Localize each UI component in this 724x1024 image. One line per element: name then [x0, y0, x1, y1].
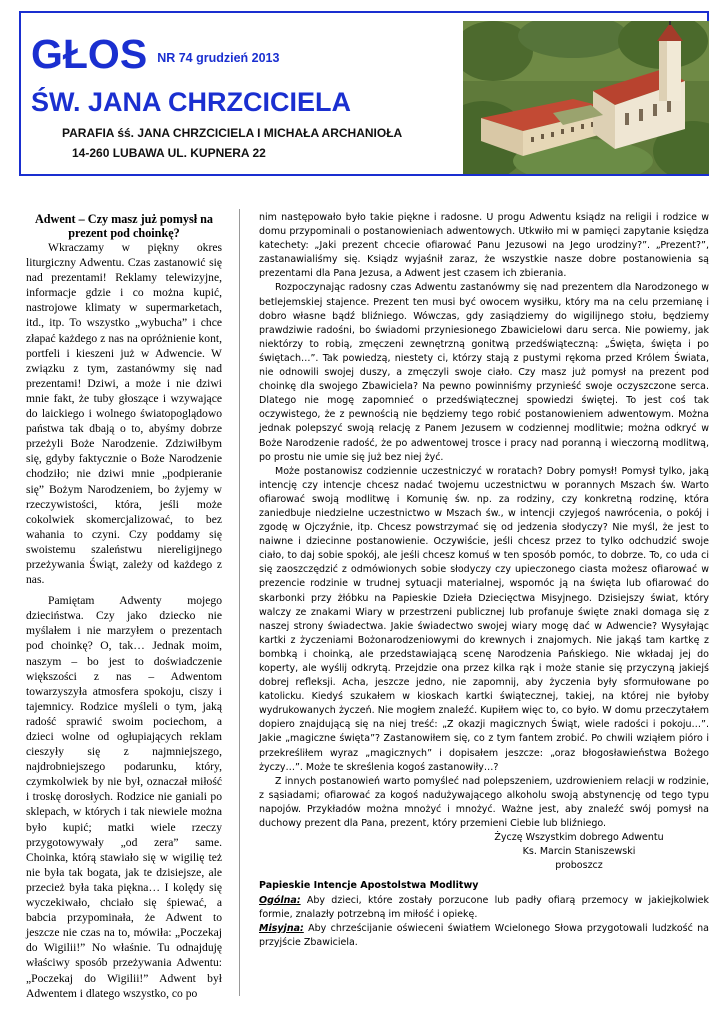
article-paragraph: Może postanowisz codziennie uczestniczyć w roratach? Dobry pomysł! Pomysł tylko, jaką intencję czy intencje chcesz nadać twojemu uczestnictwu w porannych Mszach św. Warto ofiarować swoją modlitwę i Komunię św. np. za rodziny, czy konkretną rodzinę, która zaniedbuje niedzielne uczestnictwo w Mszach św., w intencji czyjegoś nawrócenia, o pokój i zgodę w Ojczyźnie, itp. Chcesz powstrzymać się od jedzenia słodyczy? Nie myśl, że jest to naiwne i dziecinne postanowienie. Oczywiście, jeśli chcesz przez to tylko odchudzić swoje ciało, to daj sobie spokój, ale jeśli chcesz komuś w ten sposób pomóc, to dobrze. To, co uda ci się zaoszczędzić z odmówionych sobie słodyczy czy upieczonego ciasta możesz ofiarować w prezencie rodzinie w trudnej sytuacji materialnej, wspomóc ją na święta lub ofiarować do skarbonki przy żłóbku na Papieskie Dzieła Dziecięctwa Misyjnego. Dzisiejszy świat, który walczy ze znakami Wiary w przestrzeni publicznej lub profanuje święte znaki domaga się z naszej strony świadectwa. Jakie świadectwo swojej wiary mogę dać w Adwencie? Wysyłając kartki z życzeniami Bożonarodzeniowymi do krewnych i znajomych. Nie jakąś tam kartkę z bombką i choinką, ale przedstawiającą scenę Narodzenia Pańskiego. Nie wkładaj jej do koperty, ale wyślij odkrytą. Przejdzie ona przez kilka rąk i może stanie się przyczyną jakiejś dobrej refleksji. Acha, jeszcze jedno, nie zapomnij, aby życzenia były sformułowane po katolicku. Kiedyś szukałem w kioskach kartki świątecznej, takiej, na której nie byłoby wydrukowanych życzeń. Nie mogłem znaleźć. Kupiłem więc to, co było. W domu przeczytałem dopiero znajdującą się na niej treść: „Z okazji magicznych Świąt, wiele radości i pokoju…”. Jakie „magiczne święta”? Zastanowiłem się, co z tym fantem zrobić. Po chwili wziąłem pióro i przekreśliłem wyraz „magicznych” i dopisałem jeszcze: „oraz błogosławieństwa Bożego życzy…”. Może te skreślenia kogoś zastanowiły…?	[259, 465, 709, 773]
right-column	[259, 211, 709, 950]
intention-mission	[259, 922, 709, 950]
article-paragraph: nim następowało było takie piękne i radosne. U progu Adwentu ksiądz na religii i rodzice w domu przypominali o postanowieniach adwentowych. Utkwiło mi w pamięci zapytanie księdza katechety: „Jaki prezent chcecie ofiarować Panu Jezusowi na Jego urodziny?”. „Prezent?”, zastanawialiśmy się. Ksiądz wyjaśnił zaraz, że wszystkie nasze dobre postanowienia są prezentami dla Pana Jezusa, a Adwent jest czasem ich zbierania.	[259, 212, 709, 280]
intention-general-text: Aby dzieci, które zostały porzucone lub padły ofiarą przemocy w jakiejkolwiek formie, znalazły potrzebną im miłość i opiekę.	[259, 894, 709, 920]
newspaper-subtitle: ŚW. JANA CHRZCICIELA	[31, 87, 352, 117]
masthead-title-row	[31, 31, 279, 78]
intention-mission-label: Misyjna:	[259, 922, 304, 934]
left-column	[26, 212, 222, 1001]
article-paragraph: Rozpoczynając radosny czas Adwentu zastanówmy się nad prezentem dla Narodzonego w betlejemskiej stajence. Prezent ten musi być owocem wysiłku, który ma na celu przemianę i dobro własne bądź bliźniego. Wówczas, gdy zasiądziemy do wigilijnego stołu, będziemy prawdziwie radośni, bo świadomi przyniesionego Zbawicielowi daru serca. Nie powiemy, jak niektórzy to robią, zmęczeni zewnętrzną gonitwą przedświąteczną: „Święta, święta i po świętach…”. Tak powiedzą, niestety ci, którzy stają z pustymi rękoma przed Królem Świata, nie odnowili swojej duszy, a zmęczyli swoje ciało. Czy masz już pomysł na prezent pod choinkę dla swojego Zbawiciela? Na pewno powinniśmy przynieść swoje oczyszczone serca. Dlatego nie mogę zapomnieć o przedświątecznej spowiedzi świętej. To jest coś tak oczywistego, że z pewnością nie będziemy tego robić postanowieniem adwentowym. Można jednak polepszyć swoją relację z Panem Jezusem w codziennej modlitwie; można odkryć w Boże Narodzenie radość, że po adwentowej trosce i pracy nad poranną i wieczorną modlitwą, po prostu nie umie się już bez niej żyć.	[259, 282, 709, 463]
closing-wish: Życzę Wszystkim dobrego Adwentu	[494, 832, 664, 844]
church-photo	[463, 21, 709, 174]
author-name: Ks. Marcin Staniszewski	[522, 846, 636, 858]
intention-mission-text: Aby chrześcijanie oświeceni światłem Wcielonego Słowa przygotowali ludzkość na przyjście Zbawiciela.	[259, 922, 709, 948]
intention-general-label: Ogólna:	[259, 894, 301, 906]
column-divider	[239, 209, 240, 996]
issue-number: NR 74 grudzień 2013	[157, 51, 280, 65]
article-paragraph: Z innych postanowień warto pomyśleć nad polepszeniem, uzdrowieniem relacji w rodzinie, z sąsiadami; ofiarować za kogoś nadużywającego alkoholu swoją abstynencję od tego typu napojów. Przykładów można mnożyć i mnożyć. Ważne jest, aby znaleźć swój pomysł na duchowy prezent dla Pana, prezent, który przemieni Ciebie lub bliźniego.	[259, 775, 709, 830]
intentions-title: Papieskie Intencje Apostolstwa Modlitwy	[259, 880, 479, 892]
article-paragraph: Pamiętam Adwenty mojego dzieciństwa. Czy jako dziecko nie myślałem i nie marzyłem o prezentach pod choinkę? O, tak… Jednak moim, naszym – bo jest to doświadczenie większości z nas – Adwentom towarzyszyła atmosfera spokoju, ciszy i tajemnicy. Rodzice myśleli o tym, jaką radość sprawić swoim pociechom, a dzieci wolne od ogłupiających reklam cieszyły się z najmniejszego, najdrobniejszego podarunku, który, czymkolwiek by nie był, oznaczał miłość i troskę dorosłych. Rodzice nie ganiali po sklepach, w których i tak niewiele można było kupić; matki wiele rzeczy przygotowywały „od zera” same. Choinka, którą stawiało się w wigilię też nie była tak bogata, jak te dzisiejsze, ale przecież była taka piękna… I kolędy się wyczekiwało, chciało się śpiewać, a babcia przypominała, że Adwent to jeszcze nie czas na to, mówiła: „Poczekaj do Wigilii!” No właśnie. Tu odnajduję właściwy sposób przeżywania Adwentu: „Poczekaj do Wigilii!” Adwent był Adwentem i dlatego wszystko, co po	[26, 594, 222, 1000]
article-paragraph: Wkraczamy w piękny okres liturgiczny Adwentu. Czas zastanowić się nad prezentami! Reklamy telewizyjne, informacje gdzie i co można kupić, nastrojowe klimaty w supermarketach, itd., itp. To wszystko „wybucha” i chce złapać każdego z nas na opróżnienie kont, portfeli i kieszeni już w Adwencie. W związku z tym, zastanówmy się nad prezentami! Dziwi, a może i nie dziwi mnie fakt, że tuby głoszące i wzywające do laickiego i wolnego światopoglądowo państwa tak dbają o to, abyśmy dobrze przeżyli Boże Narodzenie. Zdziwiłbym się, gdyby faktycznie o Boże Narodzenie chodziło; nie dziwi mnie „podpieranie się” Bożym Narodzeniem, bo żyjemy w rzeczywistości, która, jeśli może cokolwiek skomercjalizować, to bez wahania to czyni. Czy poddamy się swoistemu szaleństwu niereligijnego przeżywania Świąt, zależy od każdego z nas.	[26, 241, 222, 587]
parish-name: PARAFIA śś. JANA CHRZCICIELA I MICHAŁA ARCHANIOŁA	[62, 126, 403, 140]
article-heading: Adwent – Czy masz już pomysł na prezent pod choinkę?	[34, 212, 214, 240]
parish-address: 14-260 LUBAWA UL. KUPNERA 22	[72, 146, 266, 160]
intention-general	[259, 894, 709, 922]
newspaper-title: GŁOS	[31, 31, 148, 77]
author-role: proboszcz	[555, 860, 603, 872]
masthead	[19, 11, 709, 176]
